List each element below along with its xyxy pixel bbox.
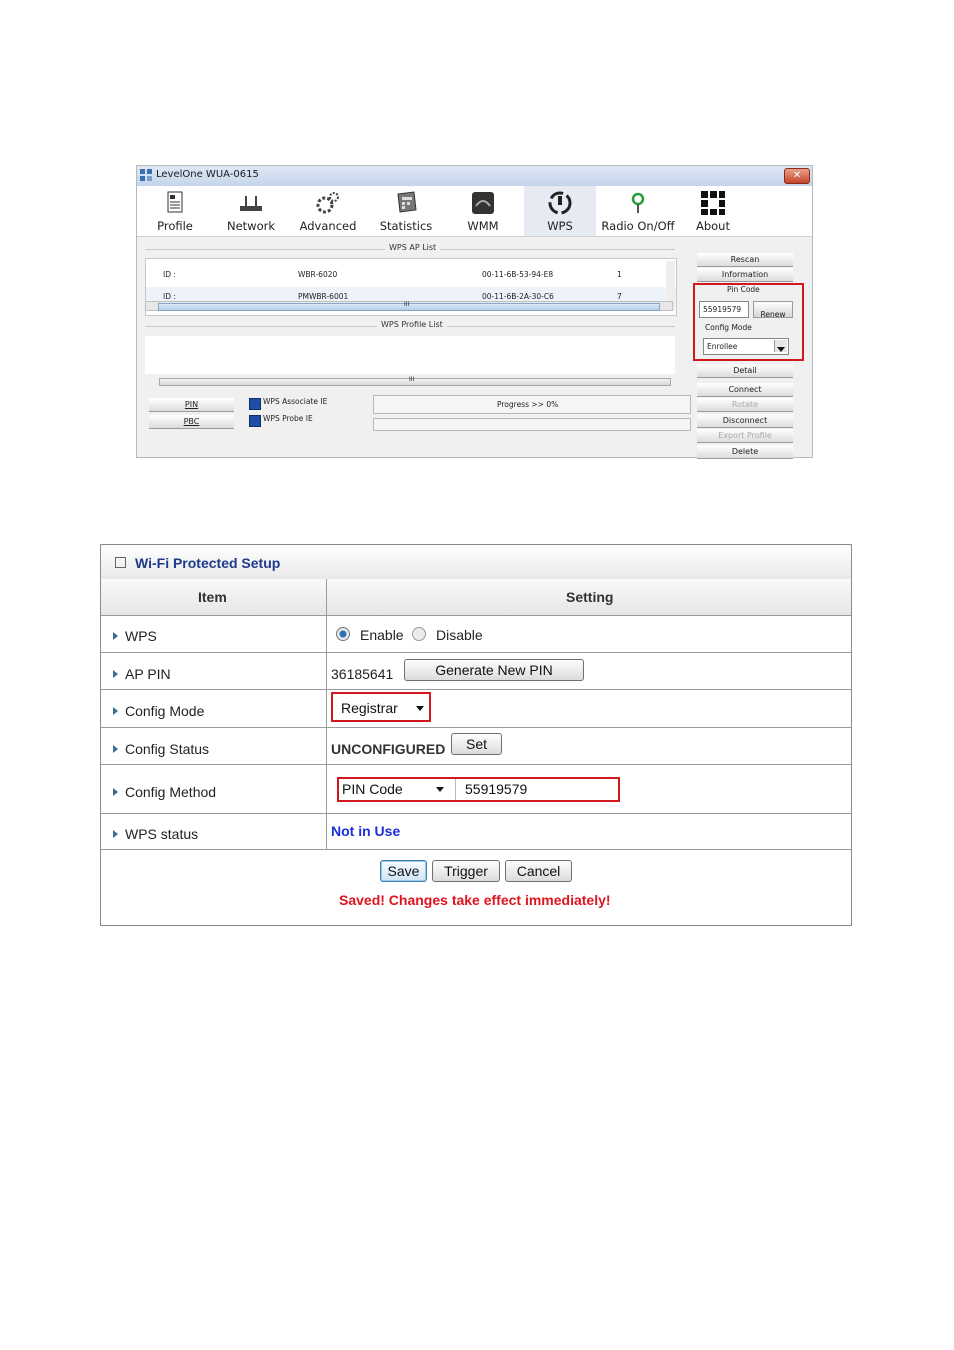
ap-mac: 00-11-6B-2A-30-C6 <box>482 292 554 301</box>
disconnect-button[interactable]: Disconnect <box>697 414 793 428</box>
ap-ssid: WBR-6020 <box>298 270 338 279</box>
column-header-setting: Setting <box>566 589 614 605</box>
panel-square-icon <box>115 557 126 568</box>
wps-associate-ie-label: WPS Associate IE <box>263 397 328 406</box>
chevron-down-icon[interactable] <box>774 340 787 352</box>
rescan-button[interactable]: Rescan <box>697 253 793 267</box>
ap-pin-value: 36185641 <box>331 666 394 682</box>
triangle-bullet-icon <box>113 830 118 838</box>
utility-toolbar <box>137 186 812 237</box>
config-mode-dropdown[interactable] <box>337 698 427 718</box>
save-message: Saved! Changes take effect immediately! <box>339 892 611 908</box>
save-button[interactable]: Save <box>380 860 427 882</box>
wps-enable-radio[interactable] <box>336 627 350 641</box>
progress-text: Progress >> 0% <box>497 400 559 409</box>
config-mode-select[interactable] <box>703 338 789 355</box>
row-label-config-method: Config Method <box>113 784 216 800</box>
table-row-ap-pin <box>101 653 851 690</box>
tab-radio-on-off[interactable] <box>600 186 676 236</box>
config-mode-legend: Config Mode <box>705 323 752 332</box>
utility-titlebar <box>137 166 812 187</box>
tab-wmm[interactable] <box>447 186 519 236</box>
utility-window <box>136 165 813 458</box>
rotate-button[interactable]: Rotate <box>697 398 793 412</box>
triangle-bullet-icon <box>113 745 118 753</box>
delete-button[interactable]: Delete <box>697 445 793 459</box>
panel-title: Wi-Fi Protected Setup <box>135 555 281 571</box>
tab-label: Advanced <box>299 219 357 233</box>
panel-header <box>101 545 851 580</box>
table-row-wps <box>101 616 851 653</box>
detail-button[interactable]: Detail <box>697 364 793 378</box>
tab-label: Network <box>226 219 276 233</box>
advanced-icon <box>315 190 341 216</box>
table-row-config-method <box>101 765 851 814</box>
tab-label: Radio On/Off <box>601 219 675 233</box>
ap-channel: 1 <box>617 270 622 279</box>
table-row-config-status <box>101 728 851 765</box>
ap-list-hscrollbar[interactable] <box>145 301 673 311</box>
pin-code-legend: Pin Code <box>727 285 760 294</box>
app-icon <box>140 169 152 181</box>
ap-list-row[interactable] <box>146 265 676 285</box>
tab-wps[interactable] <box>524 186 596 236</box>
config-method-pin-input[interactable]: 55919579 <box>465 781 528 797</box>
close-button[interactable]: ✕ <box>784 168 810 184</box>
pin-button[interactable]: PIN <box>149 398 234 412</box>
tab-profile[interactable] <box>139 186 211 236</box>
row-label-wps-status: WPS status <box>113 826 198 842</box>
ap-id-label: ID : <box>163 270 176 279</box>
wps-disable-label: Disable <box>436 627 483 643</box>
field-divider <box>455 779 456 800</box>
radio-icon <box>625 190 651 216</box>
pin-code-field[interactable] <box>699 301 749 318</box>
scroll-grip: III <box>404 301 410 308</box>
config-method-selected: PIN Code <box>342 781 403 797</box>
chevron-down-icon <box>436 787 444 792</box>
pbc-button[interactable]: PBC <box>149 415 234 429</box>
tab-label: WMM <box>467 219 499 233</box>
trigger-button[interactable]: Trigger <box>432 860 500 882</box>
generate-new-pin-button[interactable]: Generate New PIN <box>404 659 584 681</box>
config-mode-selected: Registrar <box>341 700 398 716</box>
progress-text-box <box>373 395 691 414</box>
chevron-down-icon <box>416 706 424 711</box>
wps-enable-label: Enable <box>360 627 404 643</box>
config-method-dropdown[interactable] <box>341 780 451 799</box>
set-button[interactable]: Set <box>451 733 502 755</box>
wps-probe-ie-label: WPS Probe IE <box>263 414 313 423</box>
about-icon <box>700 190 726 216</box>
wps-associate-ie-checkbox[interactable] <box>249 398 261 410</box>
config-mode-value: Enrollee <box>707 342 738 351</box>
triangle-bullet-icon <box>113 632 118 640</box>
tab-statistics[interactable] <box>370 186 442 236</box>
renew-label: Renew <box>760 310 786 319</box>
table-row-config-mode <box>101 690 851 728</box>
profile-icon <box>162 190 188 216</box>
wps-probe-ie-checkbox[interactable] <box>249 415 261 427</box>
wps-status-value: Not in Use <box>331 823 401 839</box>
ap-ssid: PMWBR-6001 <box>298 292 349 301</box>
wps-profile-list-legend: WPS Profile List <box>377 320 447 329</box>
row-label-config-mode: Config Mode <box>113 703 204 719</box>
column-header-item: Item <box>198 589 227 605</box>
wps-icon <box>547 190 573 216</box>
ap-channel: 7 <box>617 292 622 301</box>
table-header-row <box>101 579 851 616</box>
tab-label: Statistics <box>379 219 433 233</box>
connect-button[interactable]: Connect <box>697 383 793 397</box>
progress-bar <box>373 418 691 431</box>
cancel-button[interactable]: Cancel <box>505 860 572 882</box>
tab-label: About <box>695 219 730 233</box>
information-button[interactable]: Information <box>697 268 793 282</box>
profile-list-hscrollbar[interactable] <box>149 377 683 387</box>
triangle-bullet-icon <box>113 670 118 678</box>
renew-button[interactable] <box>753 301 793 318</box>
row-label-config-status: Config Status <box>113 741 209 757</box>
statistics-icon <box>393 190 419 216</box>
utility-title: LevelOne WUA-0615 <box>156 169 259 180</box>
triangle-bullet-icon <box>113 788 118 796</box>
table-row-wps-status <box>101 814 851 850</box>
wmm-icon <box>470 190 496 216</box>
tab-about[interactable] <box>677 186 749 236</box>
export-profile-button[interactable]: Export Profile <box>697 429 793 443</box>
wps-profile-list[interactable] <box>145 336 675 374</box>
tab-label: Profile <box>157 219 193 233</box>
tab-network[interactable] <box>215 186 287 236</box>
row-label-ap-pin: AP PIN <box>113 666 171 682</box>
pin-code-value: 55919579 <box>703 305 742 314</box>
tab-advanced[interactable] <box>292 186 364 236</box>
row-label-wps: WPS <box>113 628 157 644</box>
wps-ap-list-legend: WPS AP List <box>385 243 440 252</box>
network-icon <box>238 190 264 216</box>
ap-id-label: ID : <box>163 292 176 301</box>
scroll-grip: III <box>409 376 415 383</box>
scroll-thumb[interactable] <box>159 378 671 386</box>
wps-disable-radio[interactable] <box>412 627 426 641</box>
ap-mac: 00-11-6B-53-94-E8 <box>482 270 554 279</box>
tab-label: WPS <box>547 219 573 233</box>
triangle-bullet-icon <box>113 707 118 715</box>
wps-settings-panel <box>100 544 852 926</box>
config-status-value: UNCONFIGURED <box>331 741 446 757</box>
